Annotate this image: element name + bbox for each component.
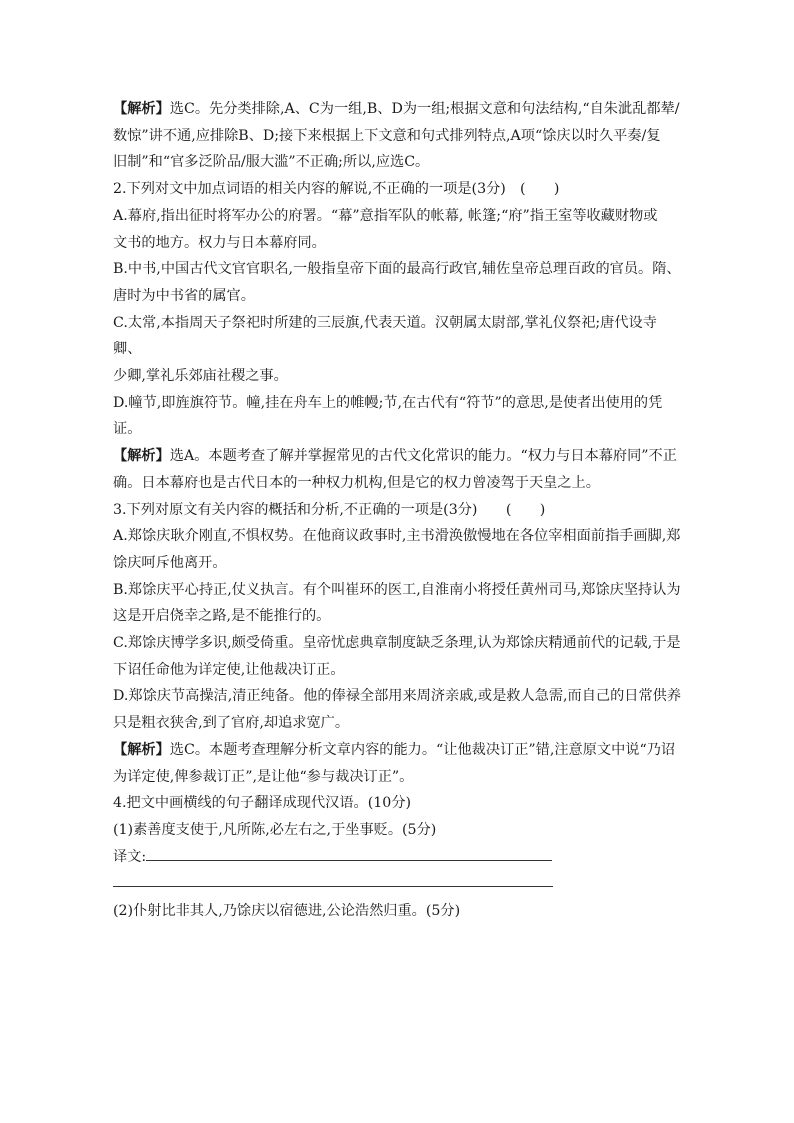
q2-option-d-line2: 证。: [113, 421, 142, 438]
q4-sentence-1: (1)素善度支使于,凡所陈,必左右之,于坐事贬。(5分): [113, 821, 437, 838]
q3-analysis-line1: 【解析】选C。本题考查理解分析文章内容的能力。“让他裁决订正”错,注意原文中说“乃诏: [113, 741, 676, 758]
q4-stem: 4.把文中画横线的句子翻译成现代汉语。(10分): [113, 795, 412, 812]
q3-option-a-line2: 馀庆呵斥他离开。: [113, 554, 227, 571]
q2-analysis-line1: 【解析】选A。本题考查了解并掌握常见的古代文化常识的能力。“权力与日本幕府同”不正: [113, 448, 677, 465]
q2-option-a-line1: A.幕府,指出征时将军办公的府署。“幕”意指军队的帐幕, 帐篷;“府”指王室等收藏财物或: [113, 207, 658, 224]
q3-stem: 3.下列对原文有关内容的概括和分析,不正确的一项是(3分) ( ): [113, 501, 546, 518]
translation-answer-blank-2[interactable]: [113, 870, 553, 887]
q1-analysis-line1: 【解析】选C。先分类排除,A、C为一组,B、D为一组;根据文意和句法结构,“自朱泚乱都辇/: [113, 101, 680, 117]
q2-option-d-line1: D.幢节,即旌旗符节。幢,挂在舟车上的帷幔;节,在古代有“符节”的意思,是使者出使用的凭: [113, 394, 663, 411]
q3-option-c-line1: C.郑馀庆博学多识,颇受倚重。皇帝忧虑典章制度缺乏条理,认为郑馀庆精通前代的记载,于是: [113, 635, 681, 652]
document-page: [113, 96, 683, 925]
q3-option-c-line2: 下诏任命他为详定使,让他裁决订正。: [113, 661, 345, 678]
q3-option-b-line1: B.郑馀庆平心持正,仗义执言。有个叫崔环的医工,自淮南小将授任黄州司马,郑馀庆坚持认为: [113, 581, 681, 598]
q3-option-b-line2: 这是开启侥幸之路,是不能推行的。: [113, 608, 331, 625]
q2-option-b-line2: 唐时为中书省的属官。: [113, 287, 255, 304]
analysis-label: 【解析】: [113, 741, 170, 758]
q4-sentence-2: (2)仆射比非其人,乃馀庆以宿德进,公论浩然归重。(5分): [113, 903, 461, 920]
q2-option-a-line2: 文书的地方。权力与日本幕府同。: [113, 234, 326, 251]
q2-option-c-line1: C.太常,本指周天子祭祀时所建的三辰旗,代表天道。汉朝属太尉部,掌礼仪祭祀;唐代设寺卿、: [113, 314, 657, 358]
q3-option-d-line2: 只是粗衣狭舍,到了官府,却追求宽广。: [113, 715, 350, 732]
q3-analysis-line2: 为详定使,俾参裁订正”,是让他“参与裁决订正”。: [113, 768, 414, 785]
translation-label: 译文:: [113, 848, 147, 865]
translation-answer-blank[interactable]: [146, 844, 552, 861]
analysis-label: 【解析】: [113, 101, 170, 117]
q2-option-b-line1: B.中书,中国古代文官官职名,一般指皇帝下面的最高行政官,辅佐皇帝总理百政的官员。隋、: [113, 261, 681, 278]
q2-option-c-line2: 少卿,掌礼乐郊庙社稷之事。: [113, 368, 288, 385]
q2-stem: 2.下列对文中加点词语的相关内容的解说,不正确的一项是(3分) ( ): [113, 181, 560, 198]
q3-option-d-line1: D.郑馀庆节高操洁,清正纯备。他的俸禄全部用来周济亲戚,或是救人急需,而自己的日常供养: [113, 688, 682, 705]
q1-analysis-line2: 数惊”讲不通,应排除B、D;接下来根据上下文意和句式排列特点,A项“馀庆以时久平奏/复: [113, 127, 661, 144]
q3-option-a-line1: A.郑馀庆耿介刚直,不惧权势。在他商议政事时,主书滑涣傲慢地在各位宰相面前指手画脚,郑: [113, 528, 681, 545]
q1-analysis-line3: 旧制”和“官多泛阶品/服大滥”不正确;所以,应选C。: [113, 154, 430, 171]
q2-analysis-line2: 确。日本幕府也是古代日本的一种权力机构,但是它的权力曾凌驾于天皇之上。: [113, 474, 600, 491]
analysis-label: 【解析】: [113, 448, 170, 465]
q4-translation-line: [113, 844, 683, 871]
